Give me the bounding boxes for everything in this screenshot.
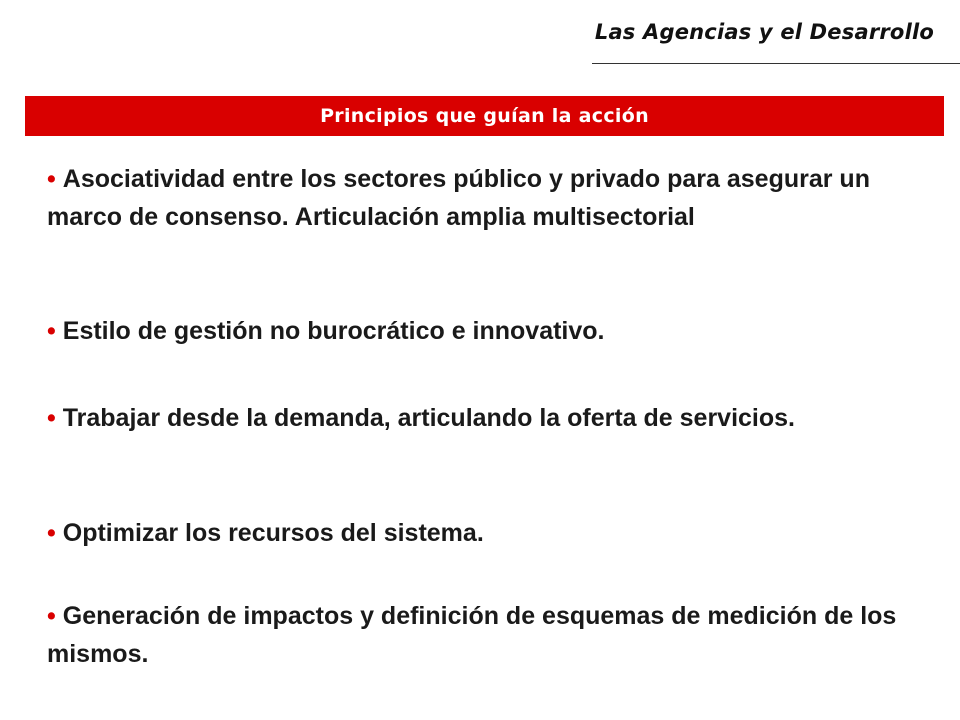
- page-header-title: Las Agencias y el Desarrollo: [594, 20, 934, 44]
- section-title-bar: [25, 96, 944, 136]
- section-title: Principios que guían la acción: [320, 105, 649, 127]
- list-item-text: Trabajar desde la demanda, articulando la oferta de servicios.: [62, 404, 795, 432]
- bullet-icon: •: [47, 519, 56, 547]
- list-item: [47, 312, 927, 350]
- list-item: [47, 514, 927, 552]
- list-item-text: Asociatividad entre los sectores público y privado para asegurar un marco de consenso. Articulación amplia multisectorial: [47, 165, 870, 231]
- bullet-icon: •: [47, 602, 56, 630]
- list-item-text: Optimizar los recursos del sistema.: [62, 519, 484, 547]
- list-item: [47, 399, 927, 437]
- header-divider: [592, 63, 960, 64]
- bullet-icon: •: [47, 165, 56, 193]
- bullet-icon: •: [47, 404, 56, 432]
- list-item: [47, 160, 927, 236]
- list-item-text: Estilo de gestión no burocrático e innovativo.: [62, 317, 605, 345]
- list-item-text: Generación de impactos y definición de esquemas de medición de los mismos.: [47, 602, 897, 668]
- bullet-icon: •: [47, 317, 56, 345]
- list-item: [47, 597, 927, 673]
